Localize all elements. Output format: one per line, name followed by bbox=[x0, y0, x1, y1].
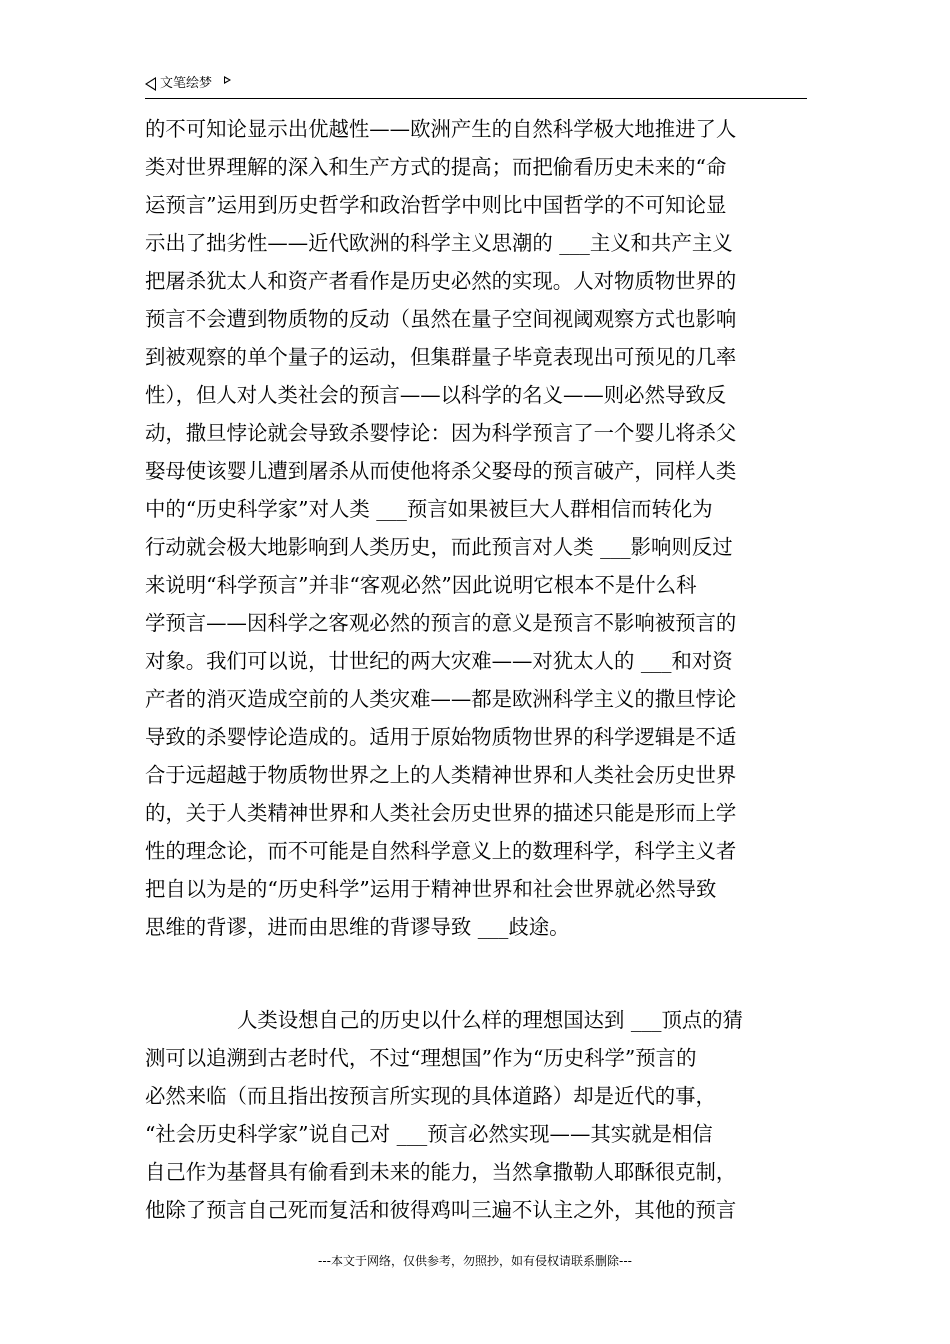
text-line: 娶母使该婴儿遭到屠杀从而使他将杀父娶母的预言破产，同样人类 bbox=[145, 459, 737, 483]
text-line: 思维的背谬，进而由思维的背谬导致 ___歧途。 bbox=[145, 915, 570, 939]
text-line: 合于远超越于物质物世界之上的人类精神世界和人类社会历史世界 bbox=[145, 763, 737, 787]
text-line: 的不可知论显示出优越性——欧洲产生的自然科学极大地推进了人 bbox=[145, 117, 737, 141]
page-footer: ---本文于网络，仅供参考，勿照抄，如有侵权请联系删除--- bbox=[318, 1254, 632, 1268]
left-triangle-icon bbox=[145, 77, 156, 91]
text-line: 来说明“科学预言”并非“客观必然”因此说明它根本不是什么科 bbox=[145, 573, 697, 597]
text-line: 中的“历史科学家”对人类 ___预言如果被巨大人群相信而转化为 bbox=[145, 497, 713, 521]
text-line: 必然来临（而且指出按预言所实现的具体道路）却是近代的事， bbox=[145, 1084, 716, 1108]
text-line: 把自以为是的“历史科学”运用于精神世界和社会世界就必然导致 bbox=[145, 877, 717, 901]
document-body bbox=[145, 110, 810, 1229]
text-line: 测可以追溯到古老时代，不过“理想国”作为“历史科学”预言的 bbox=[145, 1046, 697, 1070]
paragraph-2 bbox=[145, 1001, 810, 1229]
text-line: 性），但人对人类社会的预言——以科学的名义——则必然导致反 bbox=[145, 383, 727, 407]
text-line: 把屠杀犹太人和资产者看作是历史必然的实现。人对物质物世界的 bbox=[145, 269, 737, 293]
text-line: “社会历史科学家”说自己对 ___预言必然实现——其实就是相信 bbox=[145, 1122, 713, 1146]
text-line: 预言不会遭到物质物的反动（虽然在量子空间视阈观察方式也影响 bbox=[145, 307, 737, 331]
text-line: 人类设想自己的历史以什么样的理想国达到 ___顶点的猜 bbox=[237, 1008, 744, 1032]
text-line: 产者的消灭造成空前的人类灾难——都是欧洲科学主义的撒旦悖论 bbox=[145, 687, 737, 711]
text-line: 他除了预言自己死而复活和彼得鸡叫三遍不认主之外，其他的预言 bbox=[145, 1198, 737, 1222]
text-line: 动，撒旦悖论就会导致杀婴悖论：因为科学预言了一个婴儿将杀父 bbox=[145, 421, 737, 445]
text-line: 导致的杀婴悖论造成的。适用于原始物质物世界的科学逻辑是不适 bbox=[145, 725, 737, 749]
text-line: 类对世界理解的深入和生产方式的提高；而把偷看历史未来的“命 bbox=[145, 155, 727, 179]
text-line: 示出了拙劣性——近代欧洲的科学主义思潮的 ___主义和共产主义 bbox=[145, 231, 733, 255]
header-title: 文笔绘梦 bbox=[160, 76, 213, 91]
text-line: 运预言”运用到历史哲学和政治哲学中则比中国哲学的不可知论显 bbox=[145, 193, 727, 217]
paragraph-1 bbox=[145, 110, 810, 946]
text-line: 到被观察的单个量子的运动，但集群量子毕竟表现出可预见的几率 bbox=[145, 345, 737, 369]
text-line: 性的理念论，而不可能是自然科学意义上的数理科学，科学主义者 bbox=[145, 839, 737, 863]
right-triangle-icon bbox=[224, 76, 231, 84]
paragraph-spacer bbox=[145, 946, 810, 1001]
text-line: 自己作为基督具有偷看到未来的能力，当然拿撒勒人耶酥很克制， bbox=[145, 1160, 737, 1184]
page-header bbox=[145, 74, 807, 99]
text-line: 行动就会极大地影响到人类历史，而此预言对人类 ___影响则反过 bbox=[145, 535, 733, 559]
text-line: 对象。我们可以说，廿世纪的两大灾难——对犹太人的 ___和对资 bbox=[145, 649, 733, 673]
text-line: 的，关于人类精神世界和人类社会历史世界的描述只能是形而上学 bbox=[145, 801, 737, 825]
text-line: 学预言——因科学之客观必然的预言的意义是预言不影响被预言的 bbox=[145, 611, 737, 635]
